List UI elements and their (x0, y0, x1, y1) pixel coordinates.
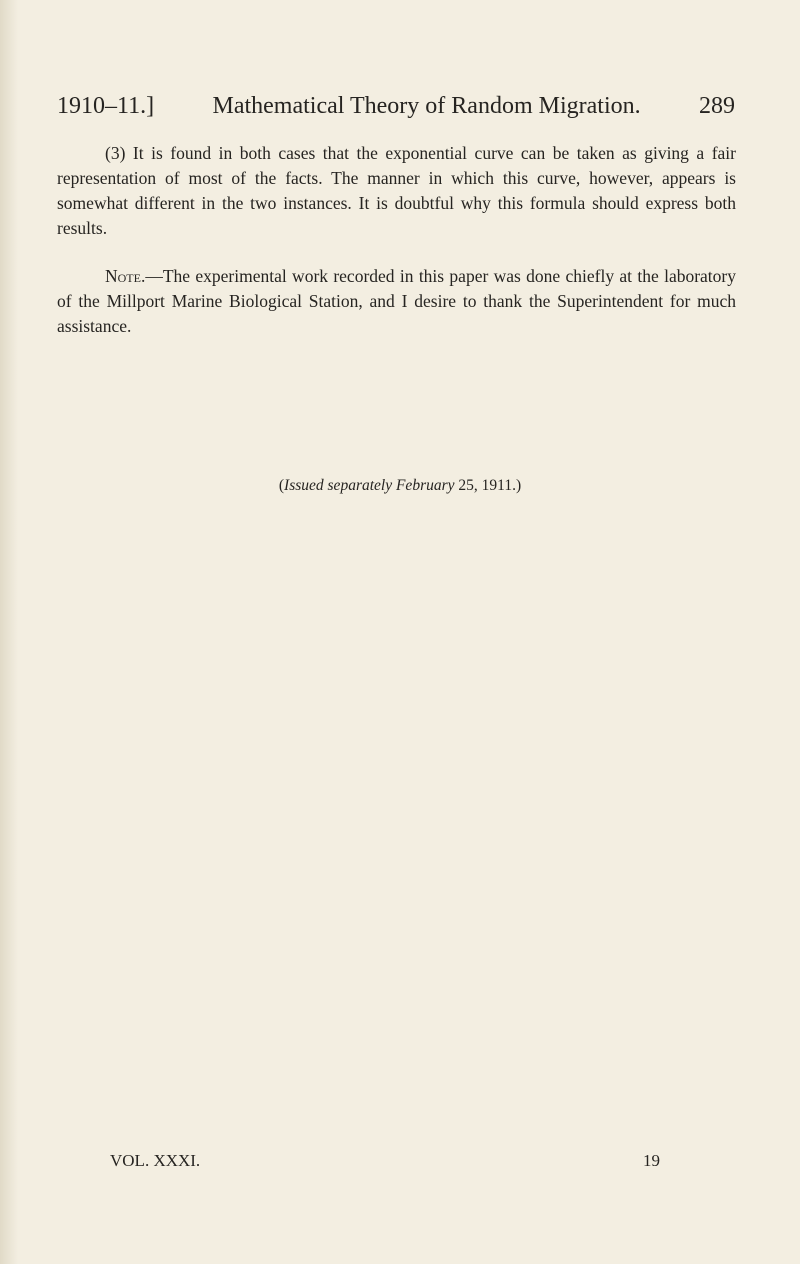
header-page-number: 289 (698, 93, 735, 119)
footer-signature: 19 (643, 1151, 660, 1170)
note-label: Note. (105, 266, 146, 286)
issued-open-paren: ( (278, 477, 285, 494)
issued-date: 25, 1911.) (454, 477, 522, 494)
page-footer (110, 1150, 660, 1172)
footer-volume: VOL. XXXI. (110, 1151, 201, 1170)
paragraph-conclusion-3: (3) It is found in both cases that the exponential curve can be taken as giving a fair representation of most of the facts. The manner in which this curve, however, appears is somewhat different in the two instances. It is doubtful why this formula should express both results. (57, 143, 736, 238)
paragraph-note (57, 264, 736, 339)
header-title: Mathematical Theory of Random Migration. (212, 93, 641, 119)
header-years: 1910–11.] (57, 93, 155, 119)
running-head (57, 90, 735, 122)
note-text: —The experimental work recorded in this paper was done chiefly at the laboratory of the Millport Marine Biological Station, and I desire to thank the Superintendent for much assistance. (57, 266, 736, 336)
issued-notice (0, 475, 800, 497)
issued-italic-text: Issued separately February (284, 477, 455, 494)
page-edge-shadow (0, 0, 18, 1264)
